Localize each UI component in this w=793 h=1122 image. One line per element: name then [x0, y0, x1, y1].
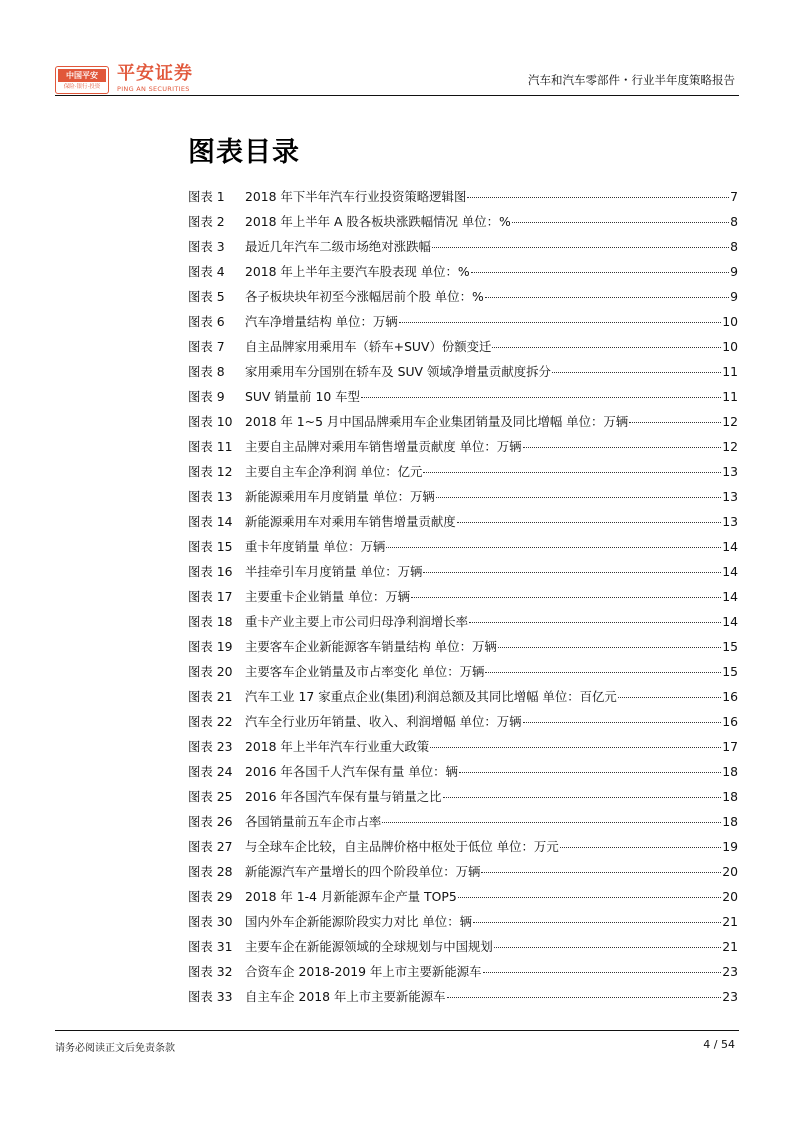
toc-entry-page: 15 [722, 639, 738, 654]
toc-entry-label: 图表 29 [188, 889, 233, 904]
toc-dot-leader [629, 422, 721, 423]
toc-entry-label: 图表 19 [188, 639, 233, 654]
toc-entry[interactable] [188, 889, 738, 914]
toc-entry-title: 重卡年度销量 单位：万辆 [245, 539, 386, 554]
toc-entry-page: 19 [722, 839, 738, 854]
toc-entry[interactable] [188, 939, 738, 964]
toc-dot-leader [498, 647, 721, 648]
toc-dot-leader [399, 322, 722, 323]
toc-entry[interactable] [188, 664, 738, 689]
toc-entry-title: 主要重卡企业销量 单位：万辆 [245, 589, 411, 604]
toc-entry-title: 2018 年上半年主要汽车股表现 单位：% [245, 264, 470, 279]
footer-disclaimer: 请务必阅读正文后免责条款 [55, 1043, 175, 1054]
toc-entry-title: 主要车企在新能源领域的全球规划与中国规划 [245, 939, 493, 954]
toc-dot-leader [560, 847, 722, 848]
toc-entry-page: 8 [730, 214, 738, 229]
toc-entry-label: 图表 13 [188, 489, 233, 504]
toc-entry[interactable] [188, 814, 738, 839]
toc-entry-page: 9 [730, 289, 738, 304]
toc-entry-page: 23 [722, 989, 738, 1004]
toc-entry-title: SUV 销量前 10 车型 [245, 389, 360, 404]
toc-entry-page: 11 [722, 364, 738, 379]
toc-entry-title: 2018 年上半年汽车行业重大政策 [245, 739, 430, 754]
header-divider [55, 95, 739, 96]
toc-entry[interactable] [188, 539, 738, 564]
toc-entry-page: 14 [722, 539, 738, 554]
footer-divider [55, 1030, 739, 1031]
toc-entry-title: 2018 年 1-4 月新能源车企产量 TOP5 [245, 889, 457, 904]
toc-entry-page: 11 [722, 389, 738, 404]
toc-entry-title: 主要客车企业新能源客车销量结构 单位：万辆 [245, 639, 497, 654]
toc-dot-leader [469, 622, 721, 623]
toc-entry[interactable] [188, 839, 738, 864]
toc-dot-leader [485, 297, 729, 298]
toc-entry[interactable] [188, 614, 738, 639]
logo-badge-top: 中国平安 [58, 69, 106, 82]
toc-entry-title: 家用乘用车分国别在轿车及 SUV 领域净增量贡献度拆分 [245, 364, 551, 379]
toc-entry-page: 17 [722, 739, 738, 754]
toc-entry-label: 图表 7 [188, 339, 225, 354]
toc-entry-label: 图表 9 [188, 389, 225, 404]
toc-entry-title: 主要自主车企净利润 单位：亿元 [245, 464, 423, 479]
toc-entry[interactable] [188, 514, 738, 539]
toc-entry[interactable] [188, 964, 738, 989]
toc-entry[interactable] [188, 214, 738, 239]
toc-entry-page: 20 [722, 889, 738, 904]
toc-entry-label: 图表 18 [188, 614, 233, 629]
toc-dot-leader [552, 372, 721, 373]
toc-entry[interactable] [188, 264, 738, 289]
toc-entry-label: 图表 3 [188, 239, 225, 254]
toc-entry-page: 20 [722, 864, 738, 879]
toc-entry-page: 9 [730, 264, 738, 279]
toc-entry[interactable] [188, 189, 738, 214]
toc-entry[interactable] [188, 989, 738, 1014]
toc-entry-label: 图表 4 [188, 264, 225, 279]
toc-entry-title: 自主车企 2018 年上市主要新能源车 [245, 989, 446, 1004]
toc-entry-title: 主要自主品牌对乘用车销售增量贡献度 单位：万辆 [245, 439, 522, 454]
toc-entry-page: 12 [722, 414, 738, 429]
toc-entry-label: 图表 28 [188, 864, 233, 879]
toc-entry-page: 10 [722, 339, 738, 354]
toc-dot-leader [618, 697, 721, 698]
toc-entry-page: 14 [722, 589, 738, 604]
toc-entry-title: 各子板块块年初至今涨幅居前个股 单位：% [245, 289, 484, 304]
toc-entry-label: 图表 32 [188, 964, 233, 979]
toc-entry-title: 汽车净增量结构 单位：万辆 [245, 314, 398, 329]
toc-entry[interactable] [188, 864, 738, 889]
toc-entry-title: 新能源汽车产量增长的四个阶段单位：万辆 [245, 864, 481, 879]
toc-entry[interactable] [188, 564, 738, 589]
toc-entry-title: 主要客车企业销量及市占率变化 单位：万辆 [245, 664, 485, 679]
toc-entry-title: 重卡产业主要上市公司归母净利润增长率 [245, 614, 469, 629]
toc-entry[interactable] [188, 464, 738, 489]
toc-dot-leader [382, 822, 721, 823]
table-of-figures [188, 189, 738, 1014]
toc-entry-label: 图表 5 [188, 289, 225, 304]
toc-entry-title: 合资车企 2018-2019 年上市主要新能源车 [245, 964, 482, 979]
toc-entry[interactable] [188, 239, 738, 264]
toc-entry-page: 7 [730, 189, 738, 204]
toc-entry-label: 图表 2 [188, 214, 225, 229]
toc-entry-title: 2018 年 1~5 月中国品牌乘用车企业集团销量及同比增幅 单位：万辆 [245, 414, 629, 429]
logo-chinese-name: 平安证券 [117, 63, 193, 84]
toc-entry[interactable] [188, 339, 738, 364]
toc-entry-title: 最近几年汽车二级市场绝对涨跌幅 [245, 239, 431, 254]
toc-entry[interactable] [188, 289, 738, 314]
toc-entry-page: 10 [722, 314, 738, 329]
toc-dot-leader [512, 222, 729, 223]
toc-entry-page: 12 [722, 439, 738, 454]
toc-entry[interactable] [188, 589, 738, 614]
toc-dot-leader [361, 397, 721, 398]
toc-entry[interactable] [188, 439, 738, 464]
toc-entry-title: 汽车全行业历年销量、收入、利润增幅 单位：万辆 [245, 714, 522, 729]
toc-entry-title: 2018 年下半年汽车行业投资策略逻辑图 [245, 189, 467, 204]
toc-entry-label: 图表 11 [188, 439, 233, 454]
report-header-title: 汽车和汽车零部件・行业半年度策略报告 [528, 73, 735, 87]
toc-entry-title: 与全球车企比较，自主品牌价格中枢处于低位 单位：万元 [245, 839, 559, 854]
toc-entry-page: 13 [722, 464, 738, 479]
toc-dot-leader [471, 272, 729, 273]
toc-entry-label: 图表 24 [188, 764, 233, 779]
toc-dot-leader [436, 497, 721, 498]
toc-entry[interactable] [188, 689, 738, 714]
toc-dot-leader [423, 572, 721, 573]
toc-entry[interactable] [188, 789, 738, 814]
toc-entry[interactable] [188, 914, 738, 939]
toc-dot-leader [432, 247, 729, 248]
toc-entry[interactable] [188, 639, 738, 664]
logo-badge-bottom: 保险·银行·投资 [63, 84, 101, 90]
toc-entry-page: 21 [722, 914, 738, 929]
toc-entry-label: 图表 15 [188, 539, 233, 554]
page-indicator: 4 / 54 [703, 1038, 735, 1051]
toc-entry-title: 新能源乘用车对乘用车销售增量贡献度 [245, 514, 456, 529]
toc-entry-title: 2016 年各国千人汽车保有量 单位：辆 [245, 764, 458, 779]
toc-entry-label: 图表 20 [188, 664, 233, 679]
toc-entry-label: 图表 17 [188, 589, 233, 604]
toc-dot-leader [386, 547, 721, 548]
toc-entry-title: 新能源乘用车月度销量 单位：万辆 [245, 489, 435, 504]
toc-dot-leader [430, 747, 721, 748]
toc-entry-label: 图表 27 [188, 839, 233, 854]
toc-dot-leader [447, 997, 722, 998]
toc-entry-page: 18 [722, 814, 738, 829]
toc-entry-page: 16 [722, 689, 738, 704]
toc-entry[interactable] [188, 764, 738, 789]
logo-badge [55, 66, 109, 94]
toc-entry-label: 图表 21 [188, 689, 233, 704]
toc-entry-title: 各国销量前五车企市占率 [245, 814, 382, 829]
toc-dot-leader [459, 772, 721, 773]
toc-dot-leader [457, 522, 722, 523]
toc-entry-title: 2018 年上半年 A 股各板块涨跌幅情况 单位：% [245, 214, 511, 229]
toc-entry-label: 图表 8 [188, 364, 225, 379]
toc-entry-title: 半挂牵引车月度销量 单位：万辆 [245, 564, 423, 579]
toc-entry-label: 图表 25 [188, 789, 233, 804]
toc-entry-label: 图表 26 [188, 814, 233, 829]
toc-dot-leader [458, 897, 722, 898]
toc-entry[interactable] [188, 364, 738, 389]
toc-entry-title: 汽车工业 17 家重点企业(集团)利润总额及其同比增幅 单位：百亿元 [245, 689, 617, 704]
toc-entry-label: 图表 6 [188, 314, 225, 329]
logo-english-name: PING AN SECURITIES [117, 85, 190, 93]
toc-entry-page: 18 [722, 789, 738, 804]
toc-entry-page: 23 [722, 964, 738, 979]
toc-entry-label: 图表 33 [188, 989, 233, 1004]
toc-entry[interactable] [188, 714, 738, 739]
toc-entry[interactable] [188, 389, 738, 414]
toc-entry-page: 14 [722, 564, 738, 579]
toc-entry-title: 国内外车企新能源阶段实力对比 单位：辆 [245, 914, 472, 929]
toc-entry-label: 图表 30 [188, 914, 233, 929]
toc-entry-label: 图表 14 [188, 514, 233, 529]
toc-dot-leader [467, 197, 729, 198]
toc-dot-leader [485, 672, 721, 673]
toc-dot-leader [443, 797, 722, 798]
toc-dot-leader [494, 947, 721, 948]
toc-dot-leader [492, 347, 721, 348]
toc-entry-page: 13 [722, 514, 738, 529]
toc-entry-label: 图表 23 [188, 739, 233, 754]
toc-dot-leader [523, 722, 722, 723]
toc-entry-page: 8 [730, 239, 738, 254]
toc-entry[interactable] [188, 414, 738, 439]
toc-dot-leader [411, 597, 721, 598]
toc-entry-page: 14 [722, 614, 738, 629]
toc-entry-page: 18 [722, 764, 738, 779]
toc-entry-page: 16 [722, 714, 738, 729]
toc-entry-label: 图表 31 [188, 939, 233, 954]
toc-entry-page: 15 [722, 664, 738, 679]
toc-entry-label: 图表 1 [188, 189, 225, 204]
toc-entry-label: 图表 16 [188, 564, 233, 579]
toc-entry-page: 13 [722, 489, 738, 504]
toc-entry-title: 2016 年各国汽车保有量与销量之比 [245, 789, 442, 804]
toc-entry[interactable] [188, 314, 738, 339]
toc-dot-leader [523, 447, 722, 448]
toc-entry-label: 图表 22 [188, 714, 233, 729]
toc-entry-page: 21 [722, 939, 738, 954]
toc-entry-label: 图表 12 [188, 464, 233, 479]
toc-dot-leader [423, 472, 721, 473]
toc-entry-title: 自主品牌家用乘用车（轿车+SUV）份额变迁 [245, 339, 492, 354]
page-title: 图表目录 [188, 137, 300, 168]
toc-entry[interactable] [188, 489, 738, 514]
toc-entry-label: 图表 10 [188, 414, 233, 429]
toc-dot-leader [483, 972, 722, 973]
toc-entry[interactable] [188, 739, 738, 764]
toc-dot-leader [481, 872, 721, 873]
toc-dot-leader [473, 922, 721, 923]
